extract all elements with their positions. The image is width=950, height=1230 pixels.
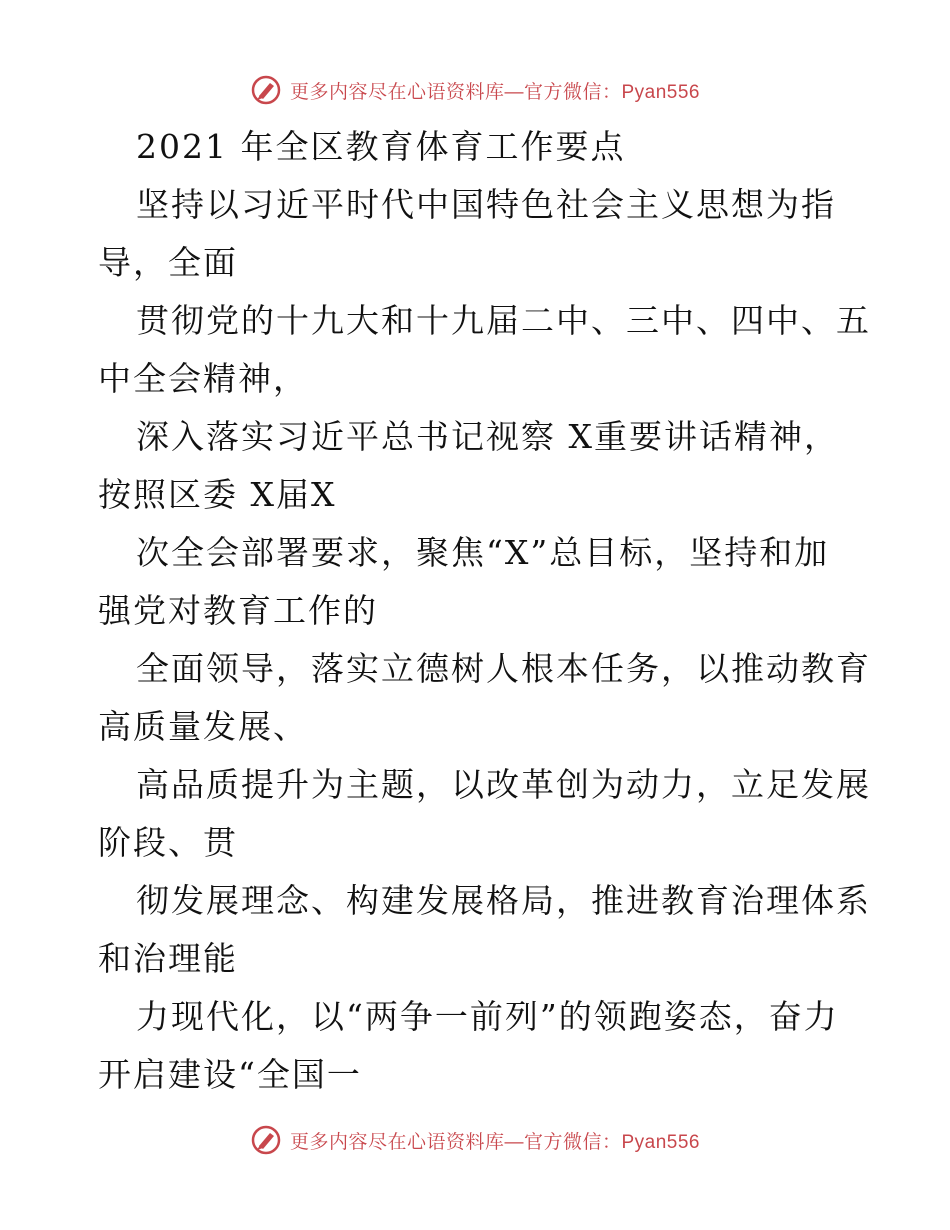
text-line: 导，全面 xyxy=(98,243,238,282)
text-line: 全面领导，落实立德树人根本任务，以推动教育 xyxy=(136,649,871,688)
text-line: 强党对教育工作的 xyxy=(98,591,378,630)
text-line: 阶段、贯 xyxy=(98,823,238,862)
text-line: 力现代化，以“两争一前列”的领跑姿态，奋力 xyxy=(136,997,839,1036)
text-line: 高品质提升为主题，以改革创为动力，立足发展 xyxy=(136,765,871,804)
text-line: 次全会部署要求，聚焦“X”总目标，坚持和加 xyxy=(136,533,830,572)
text-line: 按照区委 X届X xyxy=(98,475,337,514)
watermark-text: 更多内容尽在心语资料库—官方微信：Pyan556 xyxy=(289,1131,700,1153)
pen-logo-icon xyxy=(250,74,282,106)
text-line: 贯彻党的十九大和十九届二中、三中、四中、五 xyxy=(136,301,871,340)
pen-logo-icon xyxy=(250,1124,282,1156)
document-title: 2021 年全区教育体育工作要点 xyxy=(136,127,626,166)
text-line: 坚持以习近平时代中国特色社会主义思想为指 xyxy=(136,185,836,224)
text-line: 彻发展理念、构建发展格局，推进教育治理体系 xyxy=(136,881,871,920)
text-line: 深入落实习近平总书记视察 X重要讲话精神， xyxy=(136,417,839,456)
watermark-footer xyxy=(0,1120,950,1160)
text-line: 中全会精神， xyxy=(98,359,308,398)
watermark-header xyxy=(0,70,950,110)
watermark-text: 更多内容尽在心语资料库—官方微信：Pyan556 xyxy=(289,81,700,103)
text-line: 和治理能 xyxy=(98,939,238,978)
text-line: 高质量发展、 xyxy=(98,707,308,746)
document-body xyxy=(98,118,871,1104)
text-line: 开启建设“全国一 xyxy=(98,1055,362,1094)
